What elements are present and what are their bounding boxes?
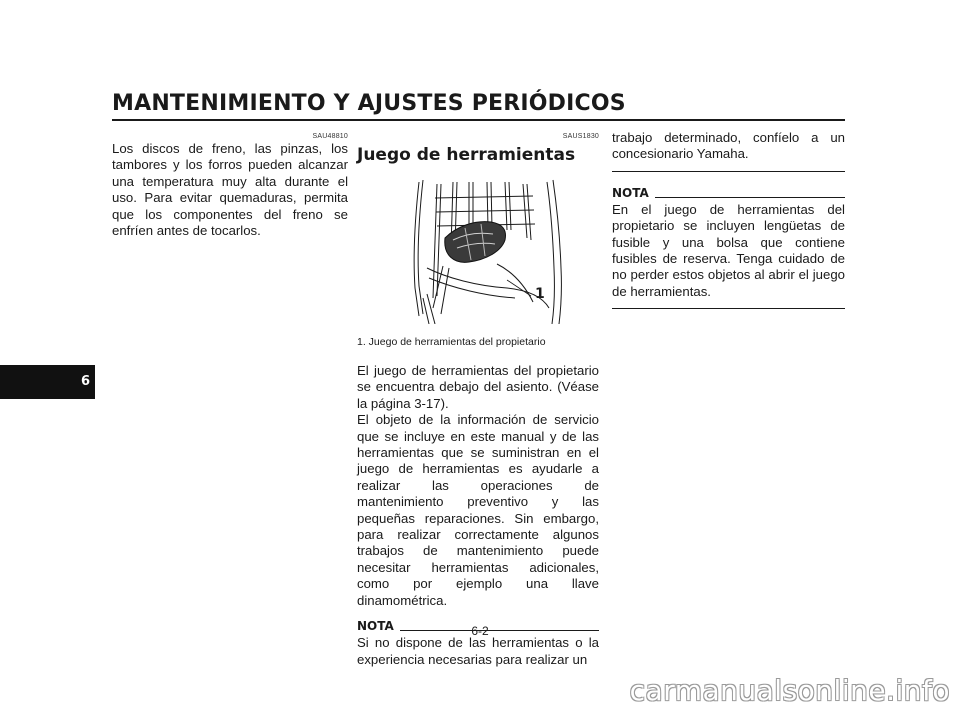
note-rule bbox=[655, 197, 845, 198]
note-end-rule bbox=[612, 308, 845, 309]
tool-kit-figure bbox=[357, 168, 599, 324]
watermark-text[interactable]: carmanualsonline.info bbox=[629, 674, 950, 707]
note-label: NOTA bbox=[612, 185, 649, 200]
brake-warning-paragraph: Los discos de freno, las pinzas, los tambores y los forros pueden alcanzar una temperatura muy alta durante el uso. Para evitar quemaduras, permita que los componentes del freno se enfríen antes de tocarlos. bbox=[112, 141, 348, 239]
figure-callout-number: 1 bbox=[535, 286, 545, 302]
section-rule bbox=[612, 171, 845, 172]
header-rule bbox=[112, 119, 845, 121]
note-heading bbox=[612, 186, 845, 200]
section-title: Juego de herramientas bbox=[357, 145, 576, 165]
tool-kit-purpose-paragraph: El objeto de la información de servicio que se incluye en este manual y de las herramientas que se suministran en el juego de herramientas es ayudarle a realizar las operaciones de mantenimiento preventivo y las pequeñas reparaciones. Sin embargo, para realizar correctamente algunos trabajos de mantenimiento puede necesitar herramientas adicionales, como por ejemplo una llave dinamométrica. bbox=[357, 412, 599, 608]
fuse-note-paragraph: En el juego de herramientas del propietario se incluyen lengüetas de fusible y una bolsa que contiene fusibles de reserva. Tenga cuidado de no perder estos objetos al abrir el juego de herramientas. bbox=[612, 201, 845, 299]
continuation-paragraph: trabajo determinado, confíelo a un concesionario Yamaha. bbox=[612, 130, 845, 162]
figure-caption: 1. Juego de herramientas del propietario bbox=[357, 336, 546, 348]
note-paragraph: Si no dispone de las herramientas o la experiencia necesarias para realizar un bbox=[357, 635, 599, 667]
column-middle bbox=[357, 132, 599, 668]
column-right bbox=[612, 130, 845, 309]
column-left bbox=[112, 132, 348, 239]
chapter-number: 6 bbox=[81, 374, 91, 389]
section-code: SAUS1830 bbox=[562, 133, 599, 140]
page-header-title: MANTENIMIENTO Y AJUSTES PERIÓDICOS bbox=[112, 91, 626, 116]
chapter-tab bbox=[0, 365, 95, 399]
page-number: 6-2 bbox=[471, 624, 489, 638]
note-label: NOTA bbox=[357, 619, 394, 634]
owner-tool-kit-under-seat-illustration bbox=[357, 168, 599, 324]
tool-kit-location-paragraph: El juego de herramientas del propietario se encuentra debajo del asiento. (Véase la página 3-17). bbox=[357, 363, 599, 411]
section-code: SAU48810 bbox=[312, 133, 348, 140]
